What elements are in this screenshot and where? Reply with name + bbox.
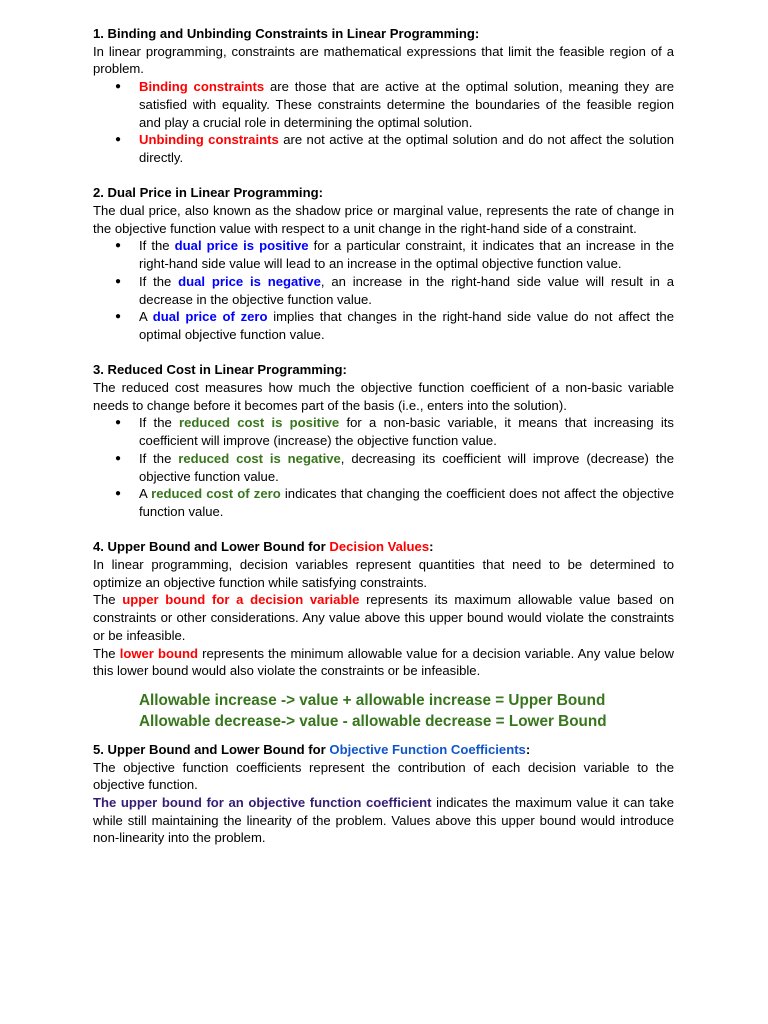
reduced-cost-zero-term: reduced cost of zero	[151, 486, 281, 502]
upper-bound-formula: Allowable increase -> value + allowable increase = Upper Bound	[139, 691, 606, 709]
list-item	[139, 237, 674, 272]
list-item	[139, 485, 674, 520]
list-item	[139, 131, 674, 166]
decision-values-term: Decision Values	[329, 539, 430, 555]
spacer	[93, 344, 674, 362]
section-5-upper-bound-paragraph	[93, 794, 674, 847]
section-5-intro: The objective function coefficients represent the contribution of each decision variable to the objective function.	[93, 759, 674, 793]
section-1-intro: In linear programming, constraints are mathematical expressions that limit the feasible region of a problem.	[93, 43, 674, 77]
section-5-heading	[93, 741, 674, 759]
list-item-text: If the	[139, 415, 180, 431]
list-item-text: A	[139, 309, 153, 325]
dual-price-zero-term: dual price of zero	[152, 309, 268, 325]
dual-price-positive-term: dual price is positive	[174, 238, 309, 254]
list-item	[139, 308, 674, 343]
section-1-list	[93, 78, 674, 167]
section-4-intro: In linear programming, decision variables represent quantities that need to be determined to optimize an objective function while satisfying constraints.	[93, 557, 674, 590]
list-item	[139, 273, 674, 308]
lower-bound-formula: Allowable decrease-> value - allowable decrease = Lower Bound	[139, 712, 607, 730]
list-item-text: implies that changes in the right-hand side value do not affect the optimal objective function value.	[139, 309, 674, 342]
dual-price-negative-term: dual price is negative	[178, 273, 321, 289]
heading-text: :	[525, 741, 531, 757]
paragraph-text: represents its maximum allowable value based on constraints or other considerations. Any value above this upper bound would violate the constraints or be infeasible.	[93, 592, 675, 643]
section-3-list	[93, 414, 674, 520]
heading-text: 5. Upper Bound and Lower Bound for	[93, 741, 330, 757]
list-item-text: , decreasing its coefficient will improve (decrease) the objective function value.	[139, 450, 674, 484]
section-2-heading: 2. Dual Price in Linear Programming:	[93, 185, 323, 201]
paragraph-text: The	[93, 645, 120, 661]
list-item-text: If the	[139, 273, 179, 289]
list-item-text: If the	[139, 450, 179, 466]
section-2-list	[93, 237, 674, 343]
section-3-intro: The reduced cost measures how much the objective function coefficient of a non-basic variable needs to change before it becomes part of the basis (i.e., enters into the solution).	[93, 380, 674, 413]
heading-text: 4. Upper Bound and Lower Bound for	[93, 539, 330, 555]
upper-bound-term: upper bound for a decision variable	[122, 592, 360, 608]
section-4-upper-bound-paragraph	[93, 591, 674, 644]
section-2-intro: The dual price, also known as the shadow price or marginal value, represents the rate of change in the objective function value with respect to a unit change in the right-hand side of a constraint.	[93, 203, 674, 236]
binding-constraints-term: Binding constraints	[139, 79, 265, 95]
section-1-heading: 1. Binding and Unbinding Constraints in Linear Programming:	[93, 26, 480, 41]
section-4-heading	[93, 538, 674, 556]
reduced-cost-negative-term: reduced cost is negative	[178, 450, 341, 466]
list-item-text: A	[139, 486, 152, 502]
coefficient-upper-bound-term: The upper bound for an objective function coefficient	[93, 795, 432, 811]
section-3-heading: 3. Reduced Cost in Linear Programming:	[93, 362, 347, 378]
heading-text: :	[429, 539, 434, 555]
spacer	[93, 521, 674, 539]
reduced-cost-positive-term: reduced cost is positive	[179, 415, 340, 431]
list-item	[139, 78, 674, 131]
list-item-text: are those that are active at the optimal solution, meaning they are satisfied with equality. These constraints determine the boundaries of the feasible region and play a crucial role in determining the optimal solution.	[139, 79, 674, 130]
list-item	[139, 450, 674, 485]
list-item-text: indicates that changing the coefficient does not affect the objective function value.	[139, 486, 674, 519]
paragraph-text: represents the minimum allowable value for a decision variable. Any value below this lower bound would also violate the constraints or be infeasible.	[93, 645, 675, 679]
list-item-text: for a particular constraint, it indicates that an increase in the right-hand side value will lead to an increase in the optimal objective function value.	[139, 238, 674, 272]
paragraph-text: The	[93, 592, 123, 608]
spacer	[93, 167, 674, 185]
list-item-text: , an increase in the right-hand side value will result in a decrease in the objective function value.	[139, 273, 674, 307]
list-item	[139, 414, 674, 449]
list-item-text: are not active at the optimal solution and do not affect the solution directly.	[139, 132, 675, 165]
lower-bound-term: lower bound	[119, 645, 199, 661]
unbinding-constraints-term: Unbinding constraints	[139, 132, 279, 148]
formula-block	[93, 690, 674, 732]
paragraph-text: indicates the maximum value it can take while still maintaining the linearity of the problem. Values above this upper bound would introduce non-linearity into the problem.	[93, 795, 675, 846]
document-body	[93, 25, 674, 847]
objective-coefficients-term: Objective Function Coefficients	[329, 741, 526, 757]
list-item-text: If the	[139, 238, 175, 254]
section-4-lower-bound-paragraph	[93, 645, 674, 680]
list-item-text: for a non-basic variable, it means that increasing its coefficient will improve (increase) the objective function value.	[139, 415, 674, 449]
